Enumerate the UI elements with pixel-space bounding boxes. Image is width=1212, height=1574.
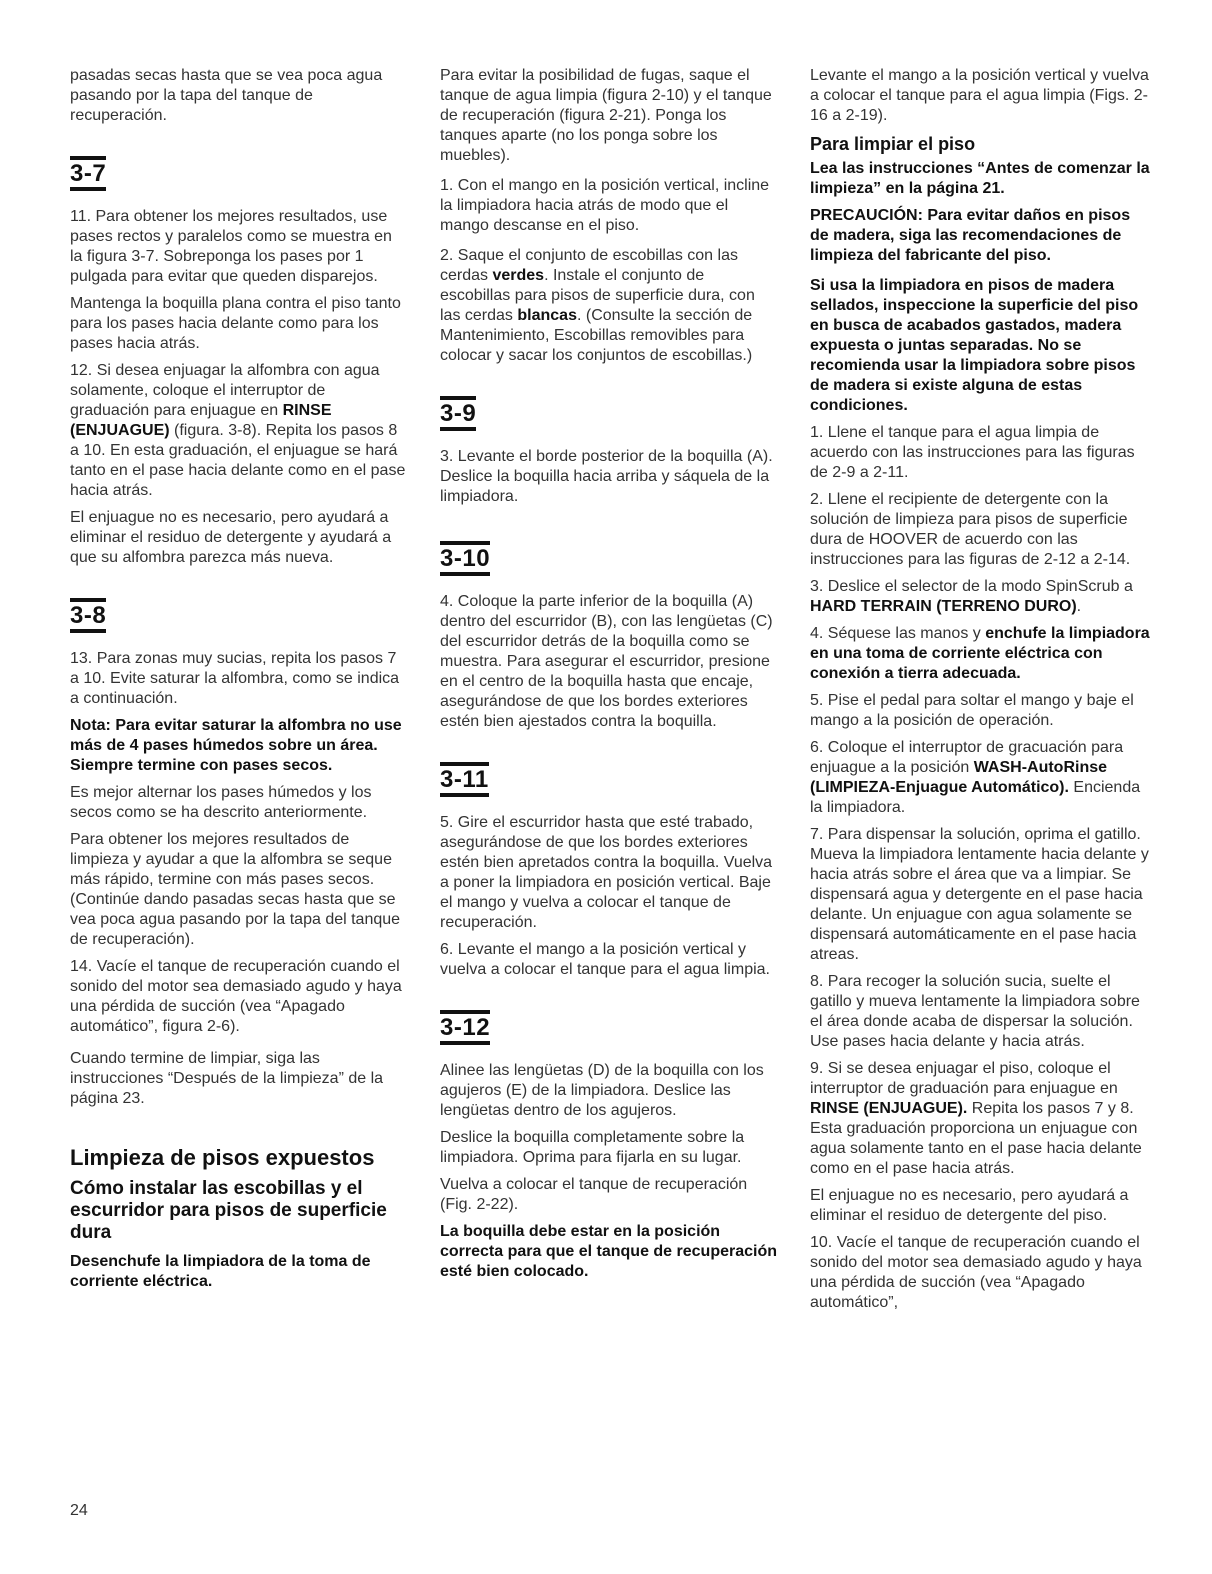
figure-label: 3-7 xyxy=(70,156,106,191)
figure-label: 3-9 xyxy=(440,396,476,431)
note: La boquilla debe estar en la posición correcta para que el tanque de recuperación esté bien colocado. xyxy=(440,1223,778,1280)
figure-label: 3-8 xyxy=(70,598,106,633)
paragraph: Deslice la boquilla completamente sobre la limpiadora. Oprima para fijarla en su lugar. xyxy=(440,1129,745,1166)
paragraph: Alinee las lengüetas (D) de la boquilla con los agujeros (E) de la limpiadora. Deslice las lengüetas dentro de los agujeros. xyxy=(440,1062,764,1119)
paragraph: 3. Levante el borde posterior de la boquilla (A). Deslice la boquilla hacia arriba y sáquela de la limpiadora. xyxy=(440,448,773,505)
paragraph: Vuelva a colocar el tanque de recuperación (Fig. 2-22). xyxy=(440,1176,748,1213)
paragraph: 5. Pise el pedal para soltar el mango y baje el mango a la posición de operación. xyxy=(810,692,1134,729)
paragraph: 4. Séquese las manos y enchufe la limpiadora en una toma de corriente eléctrica con conexión a tierra adecuada. xyxy=(810,625,1150,682)
paragraph: 13. Para zonas muy sucias, repita los pasos 7 a 10. Evite saturar la alfombra, como se indica a continuación. xyxy=(70,650,400,707)
paragraph: 7. Para dispensar la solución, oprima el gatillo. Mueva la limpiadora lentamente hacia delante y hacia atrás sobre el área que va a limpiar. Se dispensará agua y detergente en el pase hacia delante. Un enjuague con agua solamente se dispensará automáticamente en el pase hacia atreas. xyxy=(810,826,1149,963)
instruction: Desenchufe la limpiadora de la toma de corriente eléctrica. xyxy=(70,1253,371,1290)
note: Nota: Para evitar saturar la alfombra no use más de 4 pases húmedos sobre un área. Siempre termine con pases secos. xyxy=(70,717,402,774)
page-number: 24 xyxy=(70,1502,88,1519)
paragraph: 8. Para recoger la solución sucia, suelte el gatillo y mueva lentamente la limpiadora sobre el área donde acaba de dispersar la solución. Use pases hacia delante y hacia atrás. xyxy=(810,973,1140,1050)
subsection-heading: Cómo instalar las escobillas y el escurridor para pisos de superficie dura xyxy=(70,1178,387,1243)
column-middle xyxy=(440,66,778,1289)
paragraph: 12. Si desea enjuagar la alfombra con agua solamente, coloque el interruptor de graduación para enjuague en RINSE (ENJUAGUE) (figura. 3-8). Repita los pasos 8 a 10. En esta graduación, el enjuague se hará tanto en el pase hacia delante como en el pase hacia atrás. xyxy=(70,362,406,499)
paragraph: 2. Llene el recipiente de detergente con la solución de limpieza para pisos de superficie dura de HOOVER de acuerdo con las instrucciones para las figuras de 2-12 a 2-14. xyxy=(810,491,1131,568)
paragraph: Para obtener los mejores resultados de limpieza y ayudar a que la alfombra se seque más rápido, termine con más pases secos. (Continúe dando pasadas secas hasta que se vea poca agua pasando por la tapa del tanque de recuperación). xyxy=(70,831,401,948)
figure-label: 3-11 xyxy=(440,762,489,797)
paragraph: 6. Coloque el interruptor de gracuación para enjuague a la posición WASH-AutoRinse (LIMPIEZA-Enjuague Automático). Encienda la limpiadora. xyxy=(810,739,1141,816)
paragraph: El enjuague no es necesario, pero ayudará a eliminar el residuo de detergente del piso. xyxy=(810,1187,1129,1224)
paragraph: 11. Para obtener los mejores resultados, use pases rectos y paralelos como se muestra en la figura 3-7. Sobreponga los pases por 1 pulgada para evitar que queden disparejos. xyxy=(70,208,392,285)
paragraph: 5. Gire el escurridor hasta que esté trabado, asegurándose de que los bordes exteriores estén bien apretados contra la boquilla. Vuelva a poner la limpiadora en posición vertical. Baje el mango y vuelva a colocar el tanque de recuperación. xyxy=(440,814,773,931)
paragraph: 1. Llene el tanque para el agua limpia de acuerdo con las instrucciones para las figuras de 2-9 a 2-11. xyxy=(810,424,1135,481)
column-right xyxy=(810,66,1150,1320)
paragraph: 14. Vacíe el tanque de recuperación cuando el sonido del motor sea demasiado agudo y haya una pérdida de succión (vea “Apagado automático”, figura 2-6). xyxy=(70,958,402,1035)
paragraph: Mantenga la boquilla plana contra el piso tanto para los pases hacia delante como para los pases hacia atrás. xyxy=(70,295,401,352)
figure-label: 3-12 xyxy=(440,1010,490,1045)
paragraph: Es mejor alternar los pases húmedos y los secos como se ha descrito anteriormente. xyxy=(70,784,372,821)
paragraph: 10. Vacíe el tanque de recuperación cuando el sonido del motor sea demasiado agudo y haya una pérdida de succión (vea “Apagado automático”, xyxy=(810,1234,1142,1311)
caution: PRECAUCIÓN: Para evitar daños en pisos de madera, siga las recomendaciones de limpieza del fabricante del piso. xyxy=(810,207,1131,264)
section-heading: Limpieza de pisos expuestos xyxy=(70,1145,375,1170)
paragraph: El enjuague no es necesario, pero ayudará a eliminar el residuo de detergente y ayudará a que su alfombra parezca más nueva. xyxy=(70,509,392,566)
paragraph: Levante el mango a la posición vertical y vuelva a colocar el tanque para el agua limpia (Figs. 2-16 a 2-19). xyxy=(810,67,1149,124)
paragraph: Cuando termine de limpiar, siga las instrucciones “Después de la limpieza” de la página 23. xyxy=(70,1050,384,1107)
paragraph: 2. Saque el conjunto de escobillas con las cerdas verdes. Instale el conjunto de escobillas para pisos de superficie dura, con las cerdas blancas. (Consulte la sección de Mantenimiento, Escobillas removibles para colocar y sacar los conjuntos de escobillas.) xyxy=(440,247,755,364)
paragraph: pasadas secas hasta que se vea poca agua pasando por la tapa del tanque de recuperación. xyxy=(70,67,383,124)
section-heading: Para limpiar el piso xyxy=(810,134,976,154)
note: Lea las instrucciones “Antes de comenzar la limpieza” en la página 21. xyxy=(810,160,1150,197)
paragraph: 9. Si se desea enjuagar el piso, coloque el interruptor de graduación para enjuague en RINSE (ENJUAGUE). Repita los pasos 7 y 8. Esta graduación proporciona un enjuague con agua solamente tanto en el pase hacia delante como en el pase hacia atrás. xyxy=(810,1060,1142,1177)
paragraph: Para evitar la posibilidad de fugas, saque el tanque de agua limpia (figura 2-10) y el tanque de recuperación (figura 2-21). Ponga los tanques aparte (no los ponga sobre los muebles). xyxy=(440,67,772,164)
column-left xyxy=(70,66,406,1299)
warning: Si usa la limpiadora en pisos de madera sellados, inspeccione la superficie del piso en busca de acabados gastados, madera expuesta o juntas separadas. No se recomienda usar la limpiadora sobre pisos de madera si existe alguna de estas condiciones. xyxy=(810,277,1139,414)
paragraph: 6. Levante el mango a la posición vertical y vuelva a colocar el tanque para el agua limpia. xyxy=(440,941,770,978)
paragraph: 4. Coloque la parte inferior de la boquilla (A) dentro del escurridor (B), con las lengüetas (C) del escurridor detrás de la boquilla como se muestra. Para asegurar el escurridor, presione en el centro de la boquilla hasta que encaje, asegurándose de que los bordes exteriores estén bien ajestados contra la boquilla. xyxy=(440,593,773,730)
paragraph: 1. Con el mango en la posición vertical, incline la limpiadora hacia atrás de modo que el mango descanse en el piso. xyxy=(440,177,770,234)
paragraph: 3. Deslice el selector de la modo SpinScrub a HARD TERRAIN (TERRENO DURO). xyxy=(810,578,1133,615)
figure-label: 3-10 xyxy=(440,541,490,576)
